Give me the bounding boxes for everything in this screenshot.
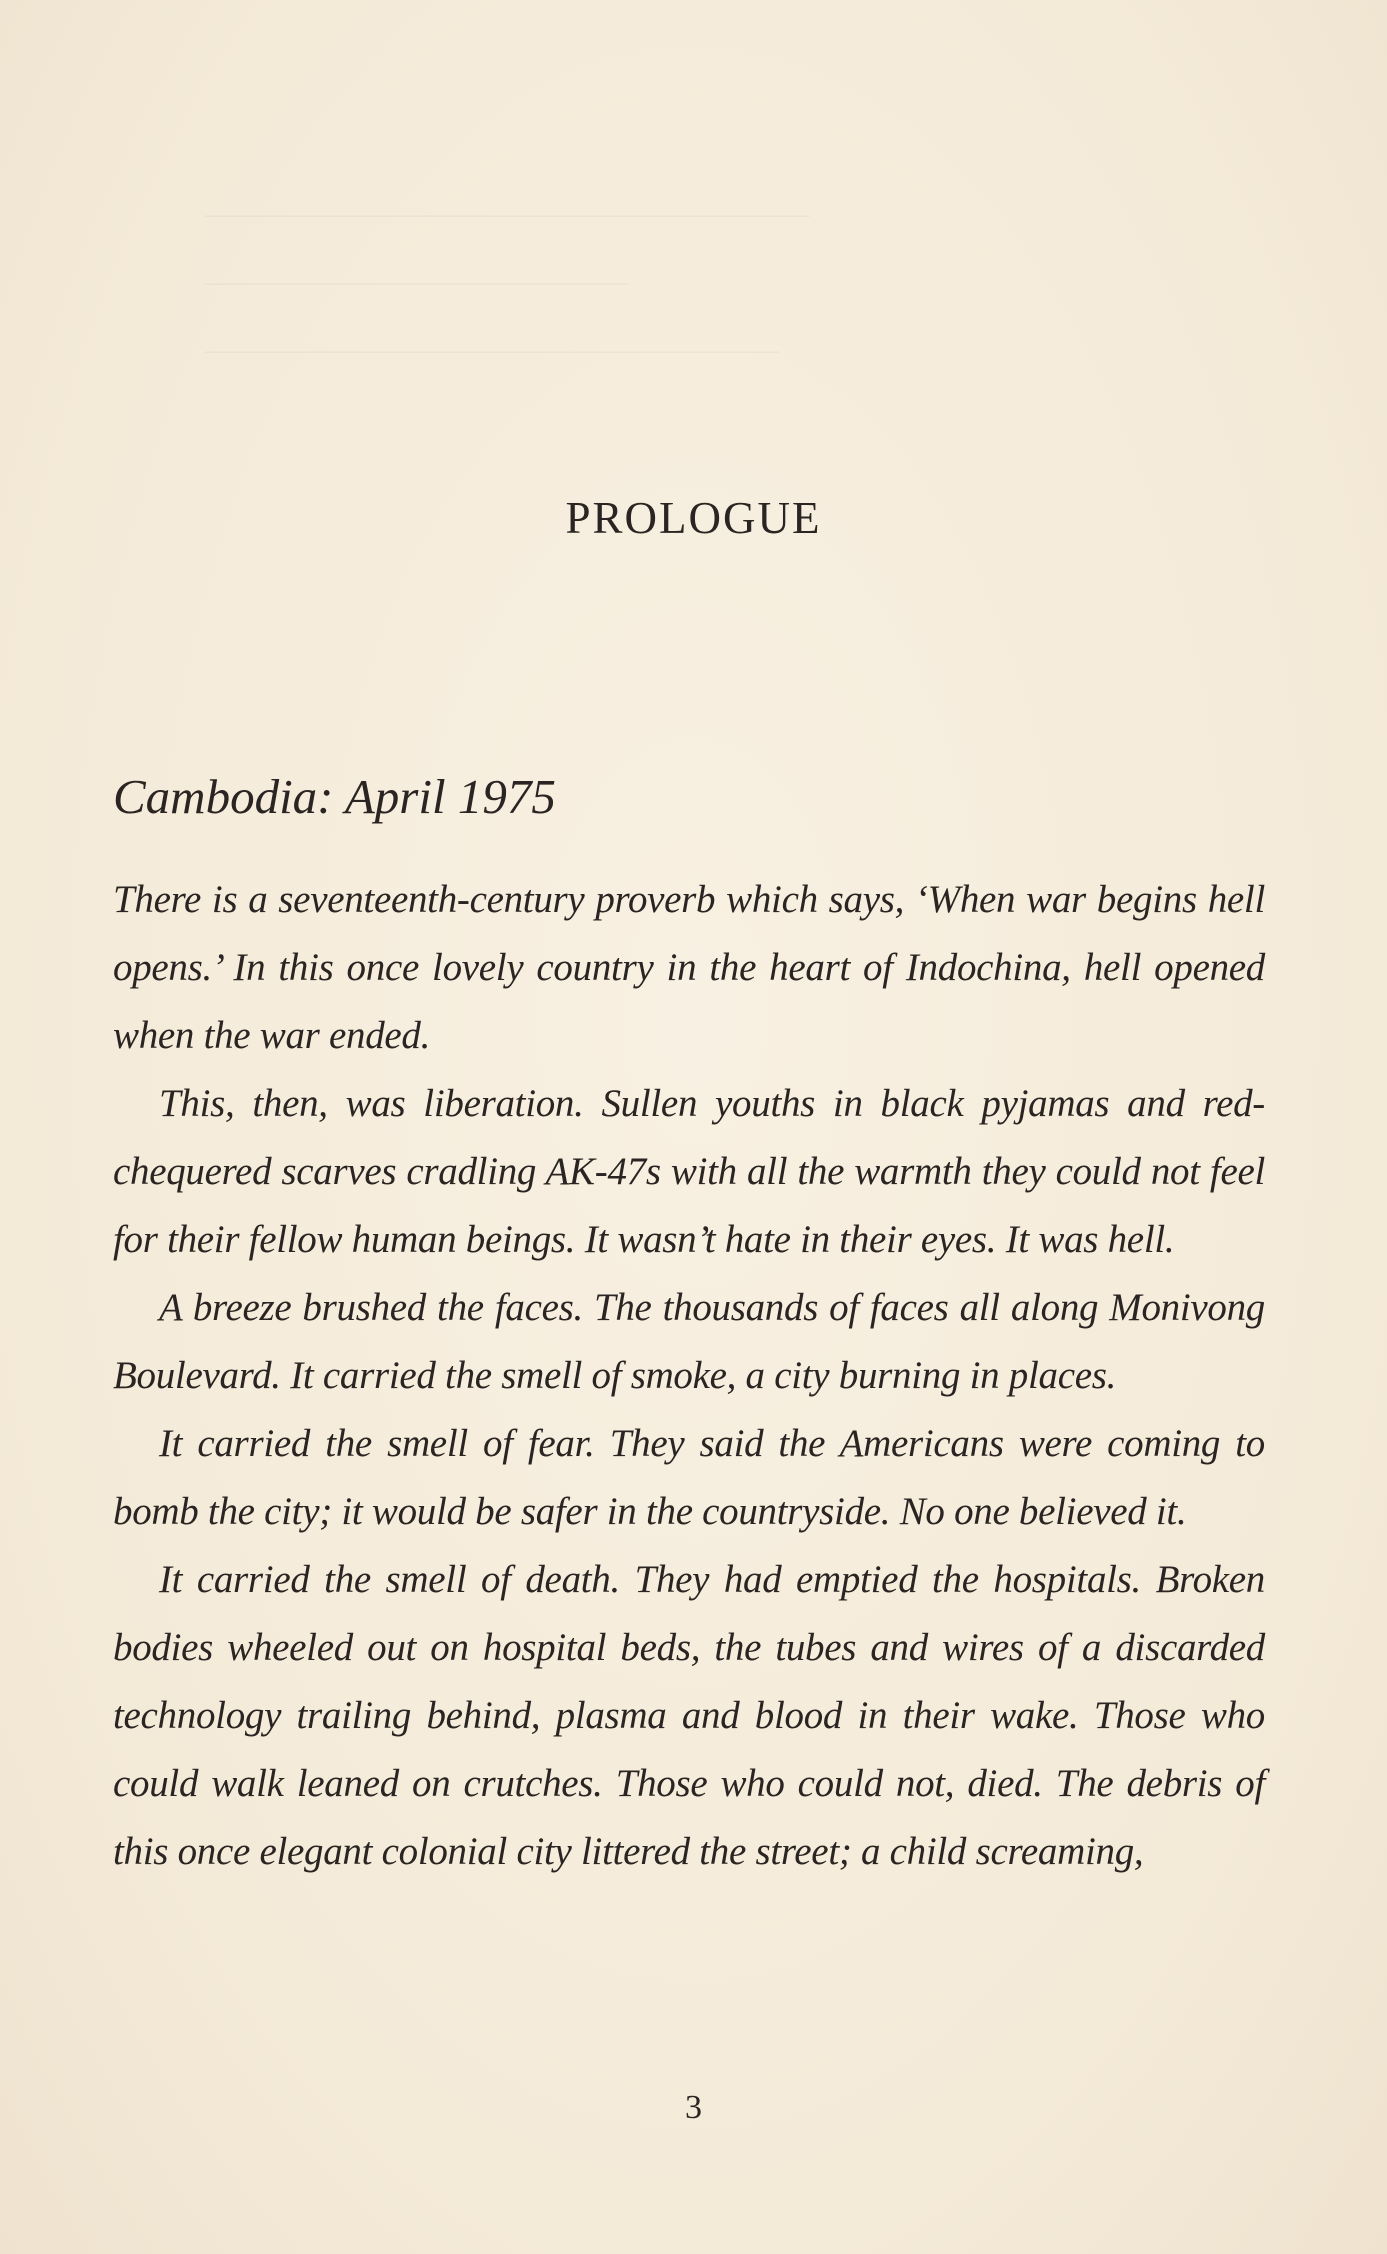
chapter-heading: PROLOGUE: [565, 493, 822, 544]
section-heading: Cambodia: April 1975: [113, 768, 556, 824]
show-through-texture: [205, 180, 1255, 384]
body-text: [113, 866, 1265, 1886]
paragraph: It carried the smell of fear. They said the Americans were coming to bomb the city; it would be safer in the countryside. No one believed it.: [113, 1422, 1265, 1533]
paragraph: A breeze brushed the faces. The thousands of faces all along Monivong Boulevard. It carried the smell of smoke, a city burning in places.: [113, 1286, 1265, 1397]
page-number: 3: [685, 2089, 702, 2126]
paragraph: There is a seventeenth-century proverb which says, ‘When war begins hell opens.’ In this once lovely country in the heart of Indochina, hell opened when the war ended.: [113, 878, 1265, 1057]
paragraph: This, then, was liberation. Sullen youths in black pyjamas and red-chequered scarves cradling AK-47s with all the warmth they could not feel for their fellow human beings. It wasn’t hate in their eyes. It was hell.: [113, 1082, 1265, 1261]
paragraph: It carried the smell of death. They had emptied the hospitals. Broken bodies wheeled out on hospital beds, the tubes and wires of a discarded technology trailing behind, plasma and blood in their wake. Those who could walk leaned on crutches. Those who could not, died. The debris of this once elegant colonial city littered the street; a child screaming,: [113, 1558, 1265, 1873]
